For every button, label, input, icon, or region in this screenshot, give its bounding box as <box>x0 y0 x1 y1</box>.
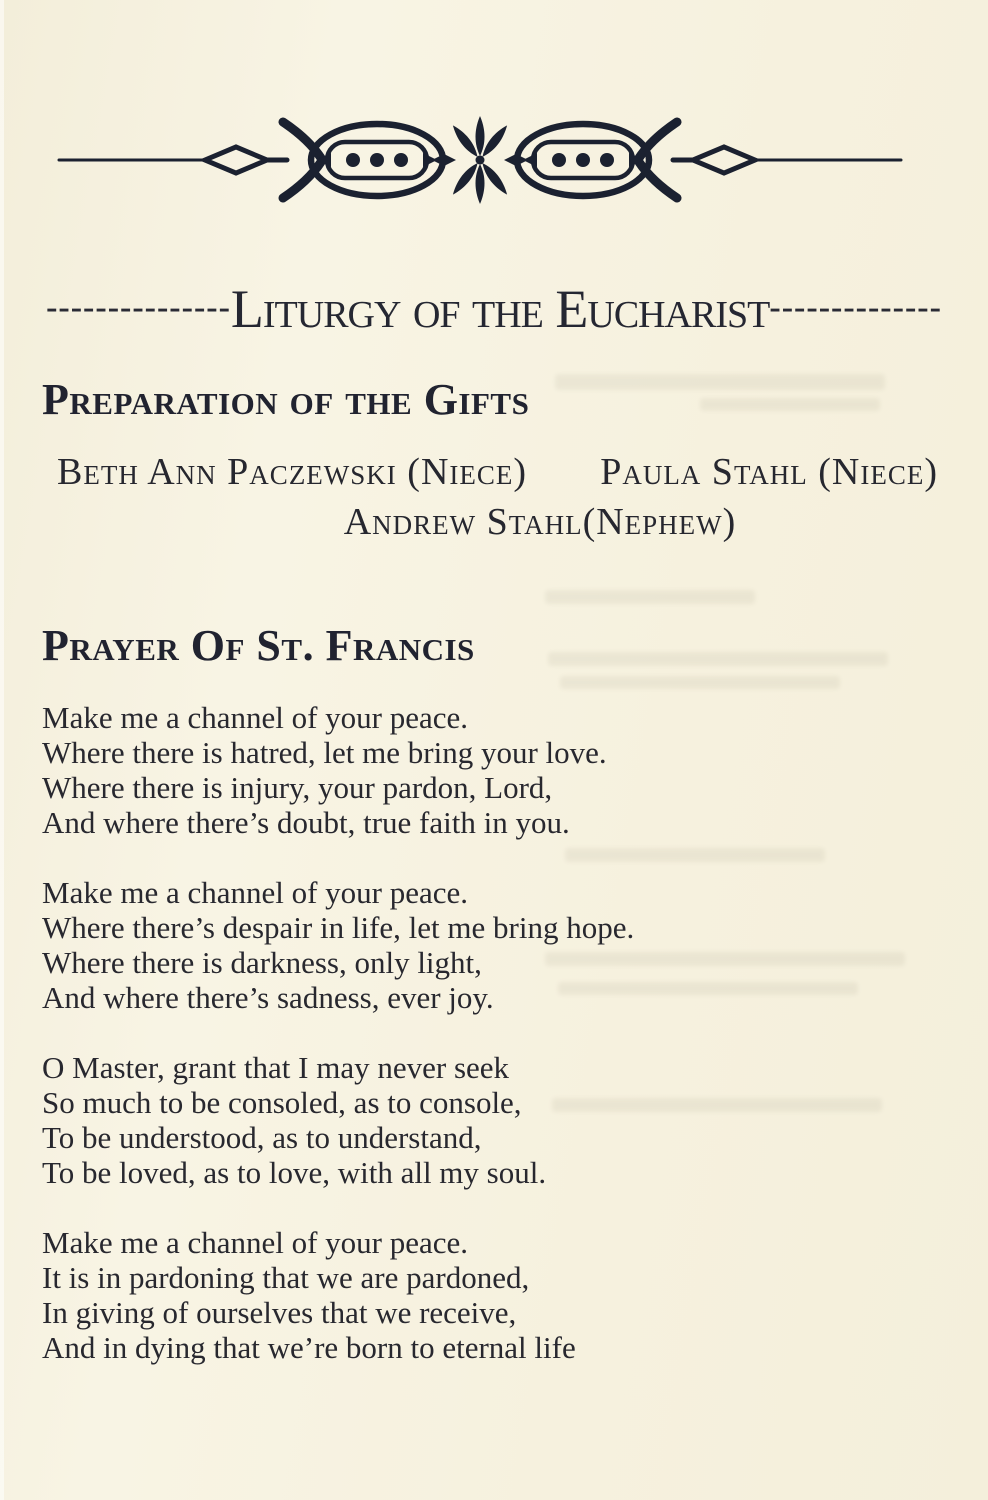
flourish-left-half <box>59 122 443 198</box>
prayer-line: Make me a channel of your peace. <box>42 1225 469 1260</box>
bleed-through-artifact <box>545 590 755 604</box>
flourish-center-floral <box>432 116 528 204</box>
prayer-line: It is in pardoning that we are pardoned, <box>42 1260 530 1295</box>
prayer-line: And in dying that we’re born to eternal life <box>42 1330 576 1365</box>
gift-bearer-right: Paula Stahl (Niece) <box>600 451 938 493</box>
prayer-line: Where there is injury, your pardon, Lord, <box>42 770 553 805</box>
gift-bearers-row <box>0 450 988 494</box>
prayer-line: O Master, grant that I may never seek <box>42 1050 510 1085</box>
gift-bearer-center: Andrew Stahl(Nephew) <box>343 501 737 543</box>
prayer-stanza-3 <box>42 1050 948 1190</box>
bleed-through-artifact <box>555 374 885 390</box>
title-dashes-right: -------------- <box>769 289 942 326</box>
page-title <box>0 280 988 339</box>
prayer-line: To be loved, as to love, with all my soul. <box>42 1155 547 1190</box>
heading-preparation-of-gifts: Preparation of the Gifts <box>42 375 530 424</box>
prayer-line: And where there’s sadness, ever joy. <box>42 980 494 1015</box>
bleed-through-artifact <box>548 652 888 666</box>
prayer-line: Where there’s despair in life, let me bring hope. <box>42 910 635 945</box>
prayer-text <box>42 700 948 1400</box>
prayer-line: Where there is darkness, only light, <box>42 945 482 980</box>
title-text: Liturgy of the Eucharist <box>230 279 770 339</box>
prayer-stanza-2 <box>42 875 948 1015</box>
prayer-line: In giving of ourselves that we receive, <box>42 1295 517 1330</box>
flourish-divider-icon <box>55 110 905 210</box>
prayer-line: To be understood, as to understand, <box>42 1120 482 1155</box>
gift-bearers <box>0 450 988 544</box>
bleed-through-artifact <box>560 676 840 689</box>
prayer-line: So much to be consoled, as to console, <box>42 1085 522 1120</box>
prayer-line: Make me a channel of your peace. <box>42 700 469 735</box>
heading-prayer-of-st-francis: Prayer Of St. Francis <box>42 621 475 670</box>
prayer-line: Where there is hatred, let me bring your love. <box>42 735 607 770</box>
prayer-line: Make me a channel of your peace. <box>42 875 469 910</box>
flourish-right-half <box>517 122 901 198</box>
bleed-through-artifact <box>700 398 880 411</box>
title-dashes-left: --------------- <box>46 289 231 326</box>
prayer-line: And where there’s doubt, true faith in you. <box>42 805 570 840</box>
gift-bearer-left: Beth Ann Paczewski (Niece) <box>57 451 528 493</box>
prayer-stanza-1 <box>42 700 948 840</box>
prayer-stanza-4 <box>42 1225 948 1365</box>
